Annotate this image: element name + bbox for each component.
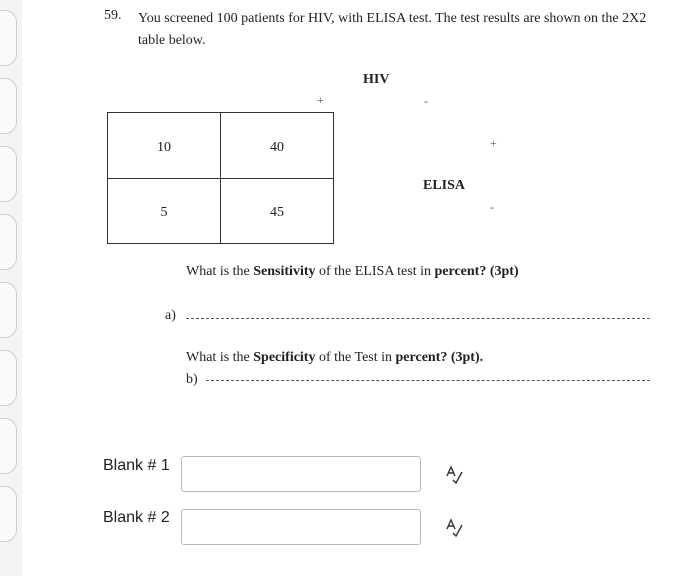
spellcheck-icon[interactable] — [444, 517, 464, 537]
two-by-two-table — [107, 112, 334, 244]
column-minus-label: - — [424, 94, 428, 108]
blank-1-input[interactable] — [181, 456, 421, 492]
column-header-hiv: HIV — [363, 72, 390, 87]
answer-a-label: a) — [165, 308, 176, 323]
blank-2-label: Blank # 2 — [103, 509, 170, 526]
binder-tab — [0, 350, 17, 406]
table-cell: 45 — [221, 178, 334, 244]
row-minus-label: - — [490, 200, 494, 214]
binder-tab — [0, 78, 17, 134]
binder-tab — [0, 146, 17, 202]
spellcheck-icon[interactable] — [444, 464, 464, 484]
row-plus-label: + — [490, 136, 497, 150]
question-keyword: Specificity — [253, 350, 316, 365]
binder-tab — [0, 10, 17, 66]
binder-tab — [0, 214, 17, 270]
question-text-part: of the Test in — [315, 350, 396, 365]
question-text-part: What is the — [186, 350, 254, 365]
binder-edge — [0, 0, 22, 576]
specificity-question — [186, 350, 483, 366]
question-text-part: of the ELISA test in — [315, 264, 435, 279]
question-text: You screened 100 patients for HIV, with ELISA test. The test results are shown on the 2X2 table below. — [138, 11, 647, 48]
answer-b-label: b) — [186, 372, 198, 387]
table-row — [108, 178, 334, 244]
binder-tab — [0, 418, 17, 474]
table-cell: 5 — [108, 178, 221, 244]
question-text-part: What is the — [186, 264, 254, 279]
table-cell: 40 — [221, 113, 334, 179]
row-header-elisa: ELISA — [423, 178, 466, 193]
question-number: 59. — [104, 8, 122, 23]
answer-b-line — [206, 380, 650, 381]
question-keyword: percent? (3pt). — [395, 350, 484, 365]
blank-1-label: Blank # 1 — [103, 457, 170, 474]
question-keyword: Sensitivity — [253, 264, 316, 279]
binder-tab — [0, 282, 17, 338]
column-plus-label: + — [317, 93, 324, 107]
table-row — [108, 113, 334, 179]
sensitivity-question — [186, 264, 519, 280]
table-cell: 10 — [108, 113, 221, 179]
answer-a-line — [186, 318, 650, 319]
binder-tab — [0, 486, 17, 542]
question-keyword: percent? (3pt) — [434, 264, 519, 279]
blank-2-input[interactable] — [181, 509, 421, 545]
